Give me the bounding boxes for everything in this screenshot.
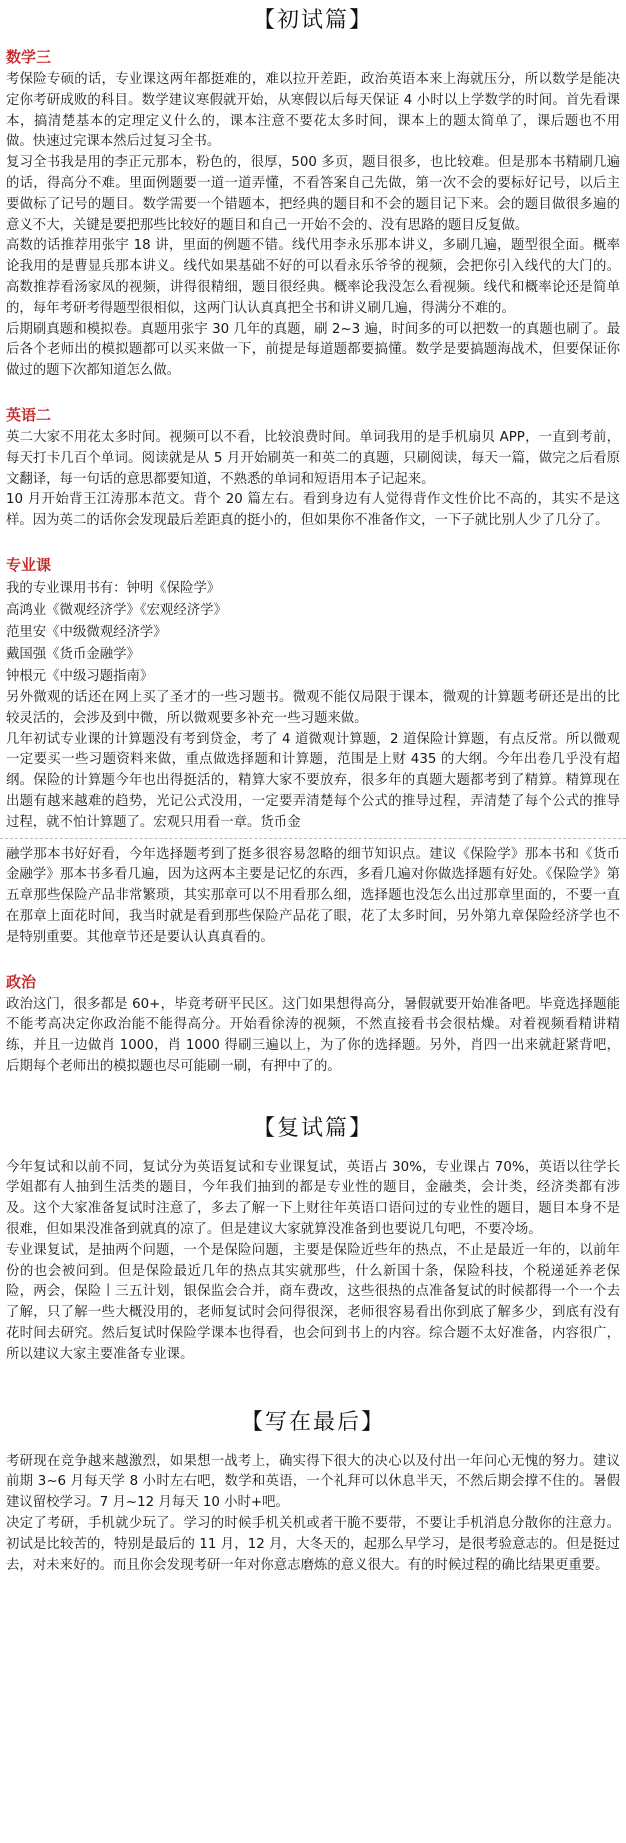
- major-book-item: 戴国强《货币金融学》: [6, 646, 140, 662]
- major-paragraph-1: 另外微观的话还在网上买了圣才的一些习题书。微观不能仅局限于课本，微观的计算题考研还是出的比较灵活的，会涉及到中微，所以微观要多补充一些习题来做。: [6, 689, 620, 726]
- heading-politics: 政治: [6, 972, 37, 991]
- english-paragraph-1: 英二大家不用花太多时间。视频可以不看，比较浪费时间。单词我用的是手机扇贝 APP，一直到考前，每天打卡几百个单词。阅读就是从 5 月开始刷英一和英二的真题，只刷阅读，每天一篇，做完之后看原文翻译，每一句话的意思都要知道，不熟悉的单词和短语用本子记起来。: [6, 429, 620, 487]
- closing-paragraph-1: 考研现在竞争越来越激烈，如果想一战考上，确实得下很大的决心以及付出一年问心无愧的努力。建议前期 3~6 月每天学 8 小时左右吧，数学和英语，一个礼拜可以休息半天，不然后期会撑不住的。暑假建议留校学习。7 月~12 月每天 10 小时+吧。: [6, 1453, 620, 1511]
- section-title-retest: 【复试篇】: [252, 1115, 373, 1141]
- spacer: [0, 532, 626, 552]
- spacer: [0, 949, 626, 969]
- section-title-first-exam: 【初试篇】: [252, 8, 373, 33]
- heading-major: 专业课: [6, 555, 52, 574]
- retest-paragraph-2: 专业课复试，是抽两个问题，一个是保险问题，主要是保险近些年的热点，不止是最近一年的，以前年份的也会被问到。但是保险最近几年的热点其实就那些，什么新国十条，保险科技，个税递延养老保险，两会，保险丨三五计划，银保监会合并，商车费改，这些很热的点准备复试的时候都得一个一个去了解，只了解一些大概没用的，老师复试时会问得很深，老师很容易看出你到底了解多少，到底有没有花时间去研究。然后复试时保险学课本也得看，也会问到书上的内容。综合题不太好准备，内容很广，所以建议大家主要准备专业课。: [6, 1242, 620, 1362]
- spacer: [0, 382, 626, 402]
- major-paragraph-3: 融学那本书好好看，今年选择题考到了挺多很容易忽略的细节知识点。建议《保险学》那本书和《货币金融学》那本书多看几遍，因为这两本主要是记忆的东西，多看几遍对你做选择题有好处。《保险学》第五章那些保险产品非常繁琐，其实那章可以不用看那么细，选择题也没怎么出过那章里面的，不要一直在那章上面花时间，我当时就是看到那些保险产品花了眼，花了太多时间，另外第九章保险经济学也不是特别重要。其他章节还是要认认真真看的。: [6, 846, 620, 945]
- math-paragraph-3: 高数的话推荐用张宇 18 讲，里面的例题不错。线代用李永乐那本讲义，多刷几遍，题型很全面。概率论我用的是曹显兵那本讲义。线代如果基础不好的可以看永乐爷爷的视频，会把你引入线代的大门的。高数推荐看汤家凤的视频，讲得很精细，题目很经典。概率论我没怎么看视频。线代和概率论还是简单的，每年考研考得题型很相似，这两门认认真真把全书和讲义刷几遍，得满分不难的。: [6, 238, 620, 316]
- math-paragraph-4: 后期刷真题和模拟卷。真题用张宇 30 几年的真题，刷 2~3 遍，时间多的可以把数一的真题也刷了。最后各个老师出的模拟题都可以买来做一下，前提是每道题都要搞懂。数学是要搞题海战术，但要保证你做过的题下次都知道怎么做。: [6, 321, 620, 379]
- math-paragraph-2: 复习全书我是用的李正元那本，粉色的，很厚，500 多页，题目很多，也比较难。但是那本书精刷几遍的话，得高分不难。里面例题要一道一道弄懂，不看答案自己先做，第一次不会的要标好记号，以后主要做标了记号的题目。数学需要一个错题本，把经典的题目和不会的题目记下来。会的题目做很多遍的意义不大，关键是要把那些比较好的题目和自己一开始不会的、没有思路的题目反复做。: [6, 155, 620, 233]
- major-book-item: 高鸿业《微观经济学》《宏观经济学》: [6, 602, 227, 618]
- image-seam-divider: [0, 838, 626, 839]
- major-book-item: 范里安《中级微观经济学》: [6, 624, 167, 640]
- english-paragraph-2: 10 月开始背王江涛那本范文。背个 20 篇左右。看到身边有人觉得背作文性价比不高的，其实不是这样。因为英二的话你会发现最后差距真的挺小的，但如果你不准备作文，一下子就比别人少了几分了。: [6, 492, 620, 529]
- math-paragraph-1: 考保险专硕的话，专业课这两年都挺难的，难以拉开差距，政治英语本来上海就压分，所以数学是能决定你考研成败的科目。数学建议寒假就开始，从寒假以后每天保证 4 小时以上学数学的时间。首先看课本，搞清楚基本的定理定义什么的，课本注意不要花太多时间，课本上的题太简单了，课后题也不用做。快速过完课本然后过复习全书。: [6, 72, 620, 150]
- heading-math: 数学三: [6, 48, 52, 66]
- closing-paragraph-2: 决定了考研，手机就少玩了。学习的时候手机关机或者干脆不要带，不要让手机消息分散你的注意力。初试是比较苦的，特别是最后的 11 月，12 月，大冬天的，起那么早学习，是很考验意志的。但是挺过去，对未来好的。而且你会发现考研一年对你意志磨炼的意义很大。有的时候过程的确比结果更重要。: [6, 1516, 620, 1573]
- section-title-closing: 【写在最后】: [240, 1409, 385, 1435]
- politics-paragraph-1: 政治这门，很多都是 60+，毕竟考研平民区。这门如果想得高分，暑假就要开始准备吧。毕竟选择题能不能考高决定你政治能不能得高分。开始看徐涛的视频，不然直接看书会很枯燥。对着视频看精讲精练，并且一边做肖 1000，肖 1000 得刷三遍以上，为了你的选择题。另外，肖四一出来就赶紧背吧，后期每个老师出的模拟题也尽可能刷一刷，有押中了的。: [6, 996, 620, 1074]
- retest-paragraph-1: 今年复试和以前不同，复试分为英语复试和专业课复试，英语占 30%，专业课占 70%，英语以往学长学姐都有人抽到生活类的题目，今年我们抽到的都是专业性的题目，金融类，会计类，经济类都有涉及。这个大家准备复试时注意了，多去了解一下上财往年英语口语问过的专业性的题目，题目本身不是很难，但如果没准备到就真的凉了。但是建议大家就算没准备到也要说几句吧，不要冷场。: [6, 1159, 620, 1238]
- major-books-intro: 我的专业课用书有：钟明《保险学》: [6, 580, 221, 596]
- heading-english: 英语二: [6, 405, 52, 424]
- major-book-item: 钟根元《中级习题指南》: [6, 668, 154, 684]
- major-paragraph-2: 几年初试专业课的计算题没有考到贷金，考了 4 道微观计算题，2 道保险计算题，有点反常。所以微观一定要买一些习题资料来做，重点做选择题和计算题，范围是上财 435 的大纲。今年出卷几乎没有超纲。保险的计算题今年也出得挺活的，精算大家不要放弃，很多年的真题大题都考到了精算。精算现在出题有越来越难的趋势，光记公式没用，一定要弄清楚每个公式的推导过程，弄清楚了每个公式的推导过程，就不怕计算题了。宏观只用看一章。货币金: [6, 731, 620, 830]
